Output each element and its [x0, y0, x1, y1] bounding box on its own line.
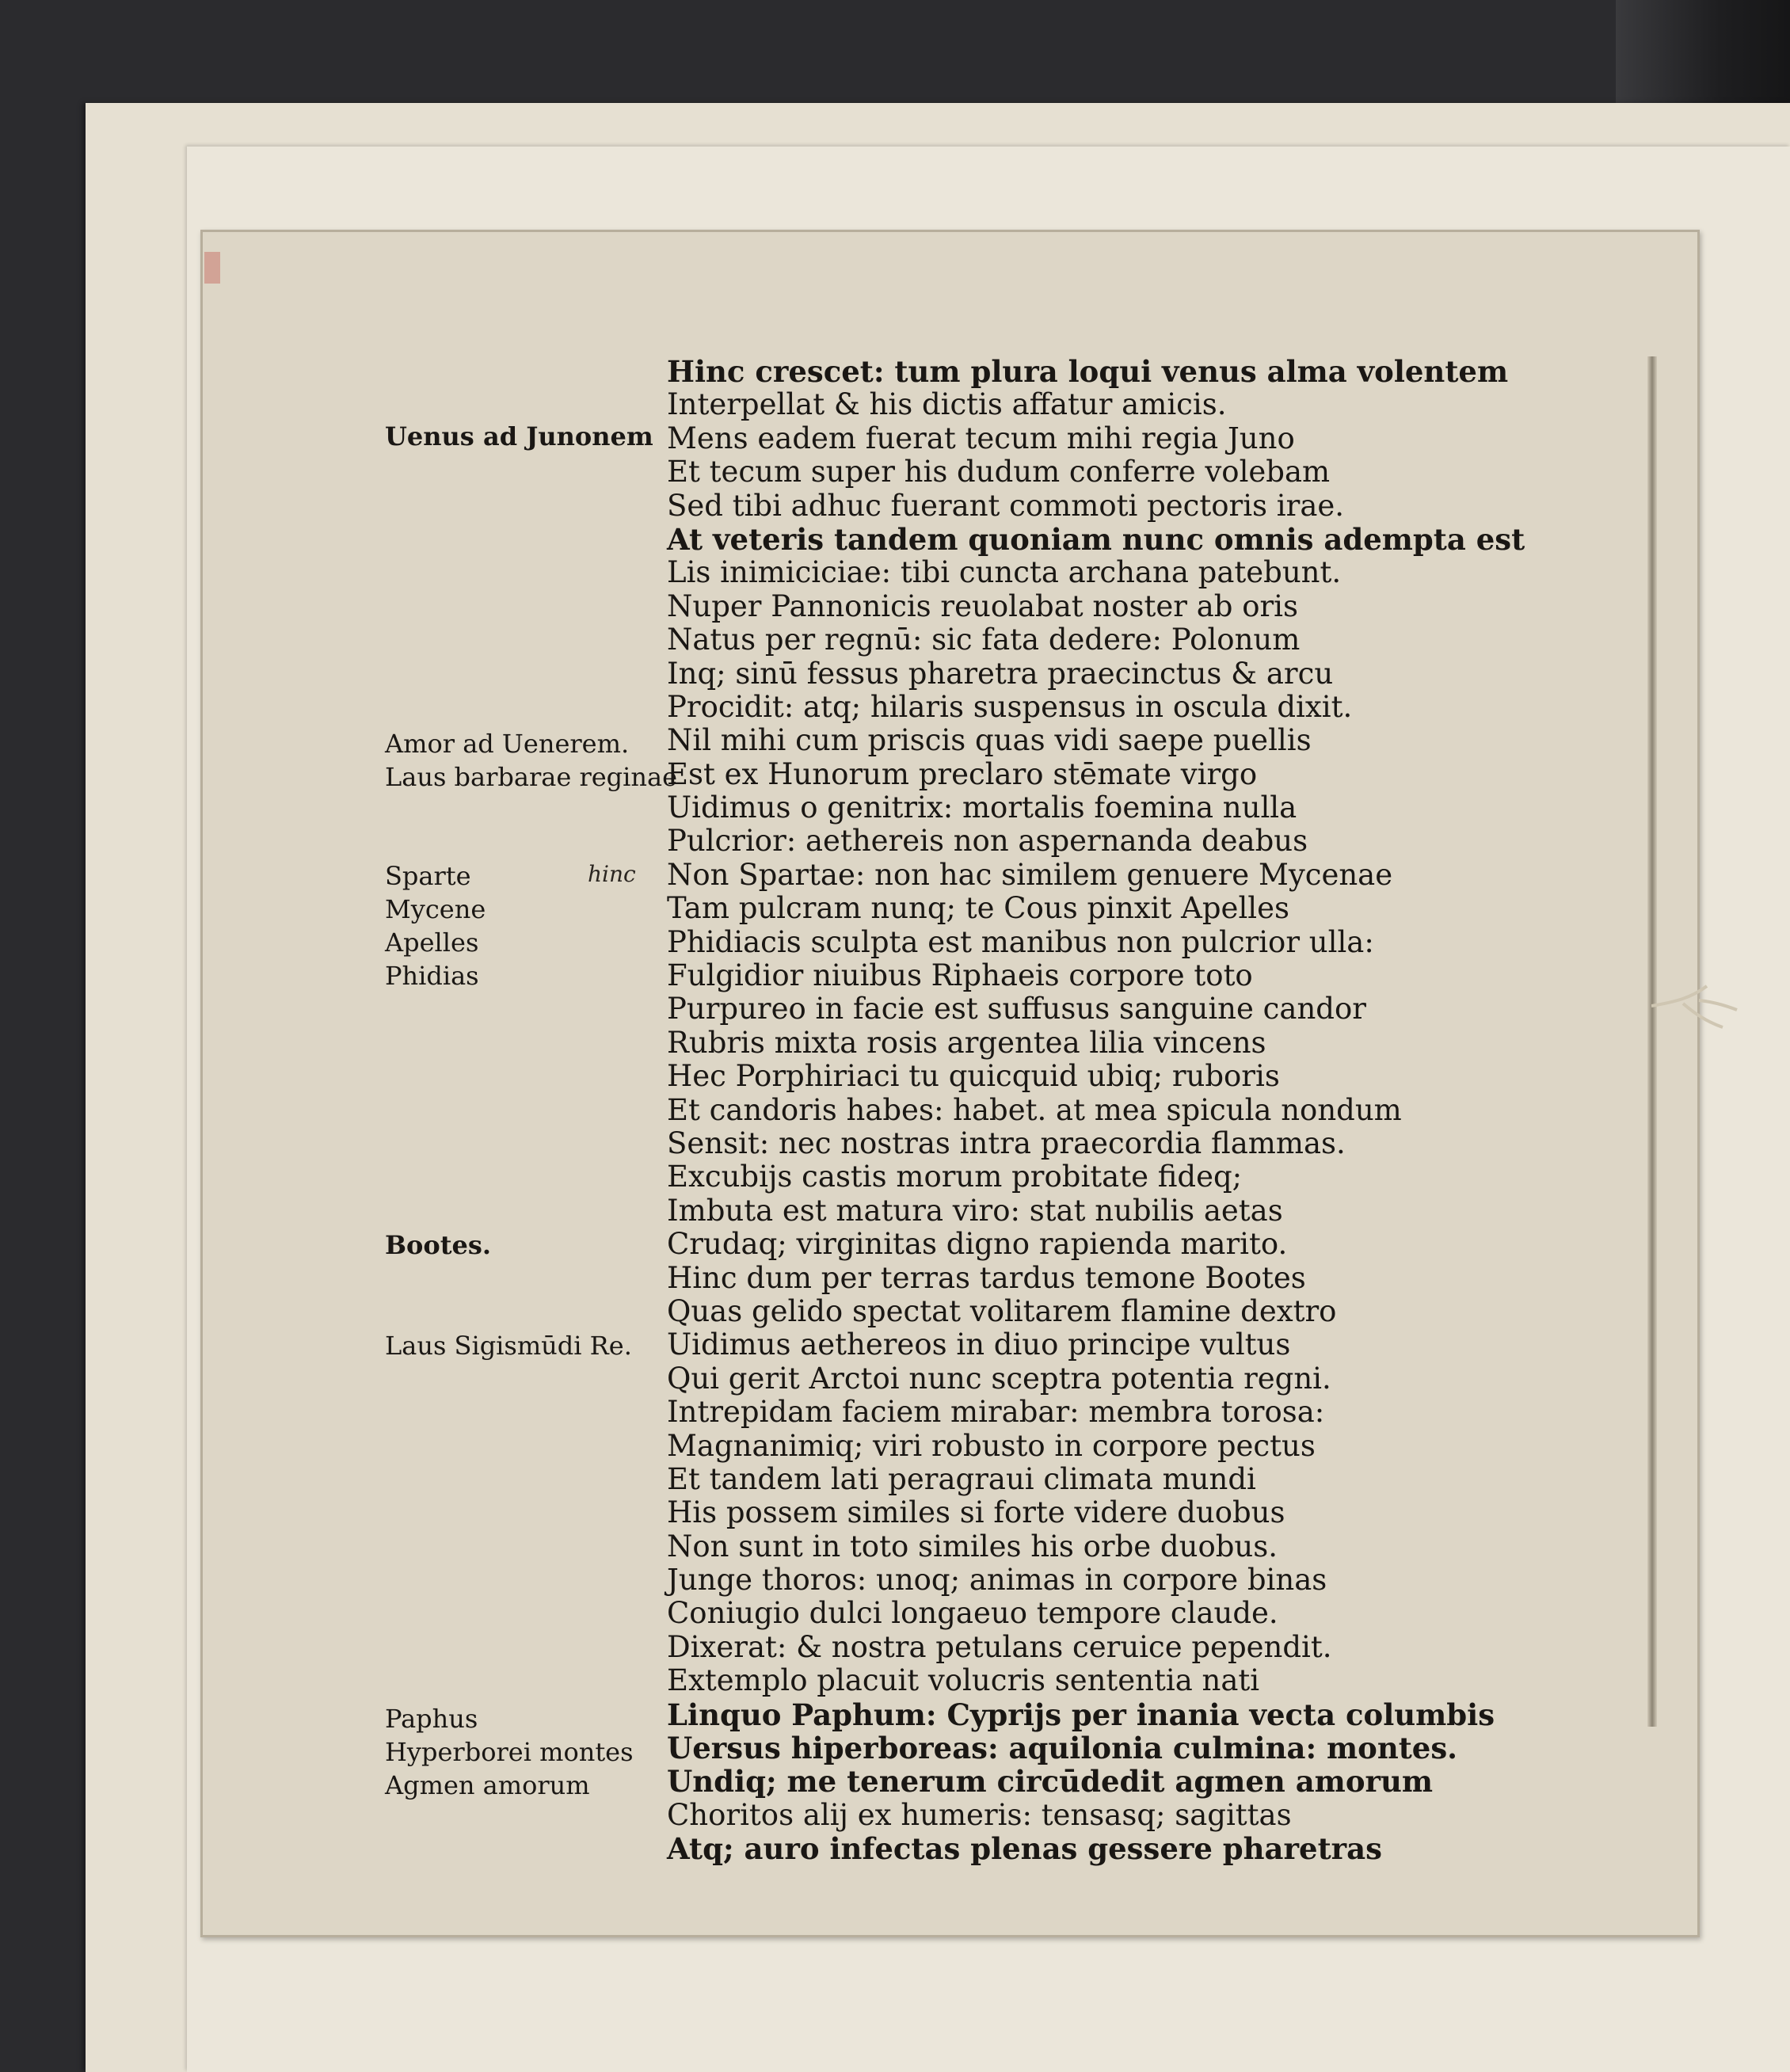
margin-note: Hyperborei montes — [385, 1737, 634, 1767]
verse-line: Coniugio dulci longaeuo tempore claude. — [667, 1596, 1278, 1631]
verse-line: Nuper Pannonicis reuolabat noster ab oris — [667, 588, 1298, 623]
margin-note: Uenus ad Junonem — [385, 421, 653, 451]
verse-line: Intrepidam faciem mirabar: membra torosa: — [667, 1395, 1325, 1430]
verse-line: Non Spartae: non hac similem genuere Mycenae — [667, 857, 1393, 892]
margin-note: Phidias — [385, 961, 479, 991]
handwritten-annotation: hinc — [588, 861, 636, 887]
verse-line: Mens eadem fuerat tecum mihi regia Juno — [667, 421, 1295, 455]
verse-line: Qui gerit Arctoi nunc sceptra potentia regni. — [667, 1361, 1331, 1396]
margin-note: Paphus — [385, 1704, 478, 1734]
verse-line: Excubijs castis morum probitate fideq; — [667, 1160, 1243, 1194]
margin-note: Laus barbarae reginae — [385, 762, 678, 792]
page-gutter-edge — [1647, 356, 1657, 1727]
verse-line: Choritos alij ex humeris: tensasq; sagittas — [667, 1797, 1292, 1832]
verse-line: Lis inimiciciae: tibi cuncta archana patebunt. — [667, 555, 1342, 590]
verse-line: Est ex Hunorum preclaro stēmate virgo — [667, 756, 1258, 791]
verse-line: Rubris mixta rosis argentea lilia vincens — [667, 1025, 1266, 1060]
verse-line: Quas gelido spectat volitarem flamine dextro — [667, 1293, 1337, 1328]
verse-line: Et tandem lati peragraui climata mundi — [667, 1461, 1256, 1496]
verse-line: Sed tibi adhuc fuerant commoti pectoris irae. — [667, 488, 1345, 523]
verse-line: Junge thoros: unoq; animas in corpore binas — [667, 1563, 1327, 1598]
verse-line: Undiq; me tenerum circūdedit agmen amorum — [667, 1764, 1434, 1800]
verse-line: Dixerat: & nostra petulans ceruice pependit. — [667, 1629, 1332, 1664]
margin-note: Laus Sigismūdi Re. — [385, 1331, 632, 1361]
verse-line: Purpureo in facie est suffusus sanguine candor — [667, 992, 1366, 1026]
verse-line: Uidimus o genitrix: mortalis foemina nulla — [667, 790, 1297, 825]
margin-note: Apelles — [385, 927, 479, 958]
verse-line: Hinc dum per terras tardus temone Bootes — [667, 1260, 1306, 1295]
verse-line: Linquo Paphum: Cyprijs per inania vecta columbis — [667, 1697, 1495, 1732]
verse-line: Uidimus aethereos in diuo principe vultus — [667, 1327, 1291, 1362]
binding-thread-icon — [1651, 978, 1739, 1034]
margin-note: Bootes. — [385, 1230, 492, 1260]
verse-line: Natus per regnū: sic fata dedere: Polonum — [667, 623, 1301, 657]
verse-line: Non sunt in toto similes his orbe duobus. — [667, 1529, 1278, 1564]
verse-line: Uersus hiperboreas: aquilonia culmina: montes. — [667, 1731, 1458, 1766]
verse-line: Phidiacis sculpta est manibus non pulcrior ulla: — [667, 924, 1374, 959]
verse-line: Procidit: atq; hilaris suspensus in oscula dixit. — [667, 689, 1353, 724]
verse-line: Sensit: nec nostras intra praecordia flammas. — [667, 1126, 1346, 1160]
verse-line: Et tecum super his dudum conferre volebam — [667, 455, 1331, 489]
page-edge-stain — [204, 252, 220, 284]
verse-text-block — [667, 355, 1641, 1866]
verse-line: Interpellat & his dictis affatur amicis. — [667, 387, 1227, 422]
verse-line: Hec Porphiriaci tu quicquid ubiq; ruboris — [667, 1059, 1280, 1094]
verse-line: Inq; sinū fessus pharetra praecinctus & arcu — [667, 656, 1334, 691]
verse-line: Fulgidior niuibus Riphaeis corpore toto — [667, 958, 1253, 993]
margin-note: Mycene — [385, 894, 486, 924]
verse-line: Extemplo placuit volucris sententia nati — [667, 1663, 1260, 1698]
verse-line: Tam pulcram nunq; te Cous pinxit Apelles — [667, 891, 1289, 926]
verse-line: Pulcrior: aethereis non aspernanda deabus — [667, 824, 1308, 859]
verse-line: Et candoris habes: habet. at mea spicula nondum — [667, 1092, 1402, 1127]
verse-line: Magnanimiq; viri robusto in corpore pectus — [667, 1428, 1316, 1463]
margin-note: Sparte — [385, 861, 471, 891]
margin-note: Amor ad Uenerem. — [385, 729, 630, 759]
verse-line: Crudaq; virginitas digno rapienda marito. — [667, 1227, 1288, 1262]
verse-line: Atq; auro infectas plenas gessere pharetras — [667, 1831, 1382, 1867]
verse-line: Nil mihi cum priscis quas vidi saepe puellis — [667, 723, 1312, 758]
margin-note: Agmen amorum — [385, 1770, 590, 1800]
verse-line: His possem similes si forte videre duobus — [667, 1495, 1285, 1530]
verse-line: Imbuta est matura viro: stat nubilis aetas — [667, 1193, 1283, 1228]
verse-line: Hinc crescet: tum plura loqui venus alma volentem — [667, 354, 1509, 389]
verse-line: At veteris tandem quoniam nunc omnis adempta est — [667, 521, 1525, 557]
